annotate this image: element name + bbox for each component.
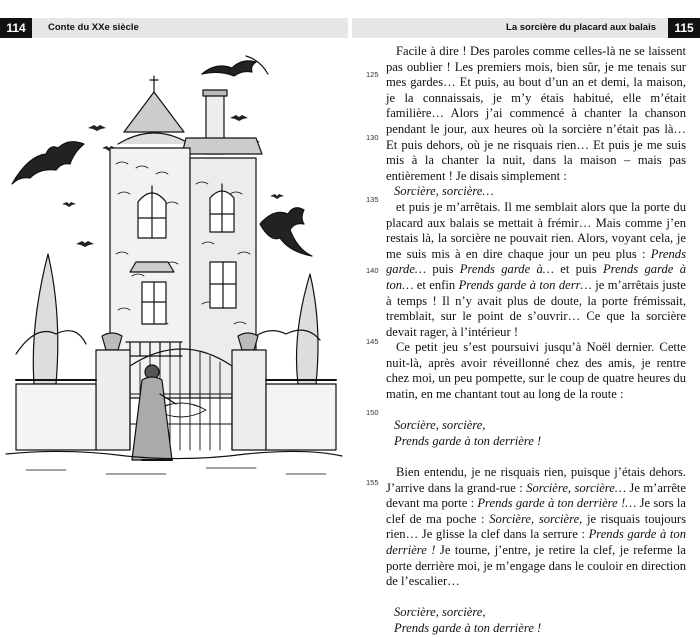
verse-line: Sorcière, sorcière,: [394, 605, 486, 620]
line-number: 140: [366, 266, 379, 275]
paragraph: Facile à dire ! Des paroles comme celles-là ne se laissent pas oublier ! Les premiers mois, bien sûr, je me tenais sur mes gardes… Et puis, au bout d’un an et demi, la maison, je la connaissais, je m’y étais habitué, elle m’était familière… Alors j’ai commencé à chanter la chanson pendant le jour, aux heures où la sorcière n’était pas là… Et puis dehors, où je ne risquais rien… Et puis je me suis mis à la chanter la nuit, dans la maison – mais pas entièrement ! Je disais simplement :: [386, 44, 686, 183]
line-number: 145: [366, 337, 379, 346]
left-page-number: 114: [0, 18, 32, 38]
line-number: 130: [366, 133, 379, 142]
bat-icon: [202, 56, 268, 76]
haunted-house-illustration: [6, 54, 342, 494]
line-number: 150: [366, 408, 379, 417]
left-running-title: Conte du XXe siècle: [48, 22, 139, 33]
text-column: [386, 44, 686, 637]
verse-line: Prends garde à ton derrière !: [394, 620, 542, 635]
right-page-number: 115: [668, 18, 700, 38]
verse-line: Sorcière, sorcière,: [394, 418, 486, 433]
line-number: 135: [366, 195, 379, 204]
verse-line: Prends garde à ton derrière !: [394, 433, 542, 448]
right-running-title: La sorcière du placard aux balais: [506, 22, 656, 33]
paragraph: Ce petit jeu s’est poursuivi jusqu’à Noël dernier. Cette nuit-là, après avoir réveillonné chez des amis, je rentre chez moi, un peu pompette, sur le coup de quatre heures du matin, en me chantant tout au long de la route :: [386, 340, 686, 402]
line-number: 125: [366, 70, 379, 79]
left-header-bar: [0, 18, 348, 38]
right-header-bar: [352, 18, 700, 38]
verse-line: Sorcière, sorcière…: [394, 184, 494, 199]
line-number: 155: [366, 478, 379, 487]
bat-icon: [12, 142, 84, 184]
paragraph: Bien entendu, je ne risquais rien, puisque j’étais dehors. J’arrive dans la grand-rue : Sorcière, sorcière… Je m’arrête devant ma porte : Prends garde à ton derrière !… Je sors la clef de ma poche : Sorcière, sorcière, je risquais toujours rien… Je glisse la clef dans la serrure : Prends garde à ton derrière ! Je tourne, j’entre, je retire la clef, je referme la porte derrière moi, je m’engage dans le couloir en direction de l’escalier…: [386, 465, 686, 589]
paragraph: et puis je m’arrêtais. Il me semblait alors que la porte du placard aux balais se mettait à frémir… Mais comme j’en restais là, la sorcière ne pouvait rien. Alors, voyant cela, je me suis mis à en dire chaque jour un peu plus : Prends garde… puis Prends garde à… et puis Prends garde à ton… et enfin Prends garde à ton derr… je m’arrêtais juste à temps ! Il n’y avait plus de doute, la porte frémissait, tremblait, sur le point de s’ouvrir… Ce que la sorcière devait rager, à l’intérieur !: [386, 199, 687, 339]
bat-icon: [260, 208, 312, 256]
